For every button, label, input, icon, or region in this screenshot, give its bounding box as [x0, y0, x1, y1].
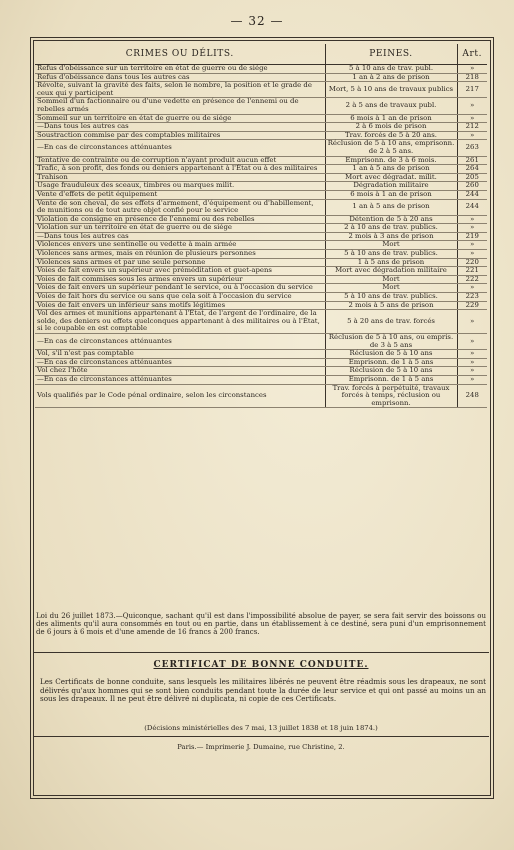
table-row — [35, 123, 487, 132]
peine-cell: Réclusion de 5 à 10 ans — [325, 367, 457, 376]
table-row — [35, 250, 487, 259]
article-cell: » — [457, 98, 487, 114]
crime-cell: Vol chez l'hôte — [35, 367, 325, 376]
article-cell: 260 — [457, 182, 487, 191]
crime-cell: Trafic, à son profit, des fonds ou deniers appartenant à l'État ou à des militaires — [35, 165, 325, 174]
crime-cell: Violation sur un territoire en état de guerre ou de siége — [35, 224, 325, 233]
peine-cell: Mort avec dégradation militaire — [325, 267, 457, 276]
article-cell: 219 — [457, 232, 487, 241]
article-cell: » — [457, 250, 487, 259]
peine-cell: Mort — [325, 284, 457, 293]
article-cell: 244 — [457, 190, 487, 199]
peine-cell: 5 à 10 ans de trav. publ. — [325, 65, 457, 74]
certificat-decision: (Décisions ministérielles des 7 mai, 13 juillet 1838 et 18 juin 1874.) — [144, 724, 378, 732]
crime-cell: Sommeil d'un factionnaire ou d'une vedette en présence de l'ennemi ou de rebelles armés — [35, 98, 325, 114]
peine-cell: Emprisonn. de 1 à 5 ans — [325, 358, 457, 367]
crime-cell: Refus d'obéissance dans tous les autres cas — [35, 73, 325, 82]
crime-cell: —En cas de circonstances atténuantes — [35, 140, 325, 156]
peine-cell: 2 à 10 ans de trav. publics. — [325, 224, 457, 233]
article-cell: » — [457, 114, 487, 123]
crime-cell: Violation de consigne en présence de l'ennemi ou des rebelles — [35, 215, 325, 224]
crime-cell: Vente de son cheval, de ses effets d'armement, d'équipement ou d'habillement, de munitions ou de tout autre objet confié pour le service — [35, 199, 325, 215]
peine-cell: 5 à 20 ans de trav. forcés — [325, 310, 457, 334]
article-cell: 218 — [457, 73, 487, 82]
crime-cell: Voies de fait envers un inférieur sans motifs légitimes — [35, 301, 325, 310]
peine-cell: Réclusion de 5 à 10 ans, emprisonn. de 2 à 5 ans. — [325, 140, 457, 156]
article-cell: » — [457, 358, 487, 367]
table-row — [35, 98, 487, 114]
peine-cell: Mort avec dégradat. milit. — [325, 173, 457, 182]
table-row — [35, 384, 487, 408]
peine-cell: 1 à 5 ans de prison — [325, 258, 457, 267]
article-cell: 223 — [457, 293, 487, 302]
table-header-row — [35, 44, 487, 65]
table-row — [35, 82, 487, 98]
peine-cell: Emprisonn. de 1 à 5 ans — [325, 375, 457, 384]
article-cell: 244 — [457, 199, 487, 215]
article-cell: 212 — [457, 123, 487, 132]
article-cell: 263 — [457, 140, 487, 156]
crime-cell: —Dans tous les autres cas — [35, 123, 325, 132]
peine-cell: Mort — [325, 241, 457, 250]
crime-cell: Violences sans armes et par une seule personne — [35, 258, 325, 267]
peine-cell: 6 mois à 1 an de prison — [325, 190, 457, 199]
table-row — [35, 310, 487, 334]
crime-cell: Vol, s'il n'est pas comptable — [35, 350, 325, 359]
article-cell: » — [457, 367, 487, 376]
crime-cell: Voies de fait envers un supérieur pendant le service, ou à l'occasion du service — [35, 284, 325, 293]
crime-cell: —En cas de circonstances atténuantes — [35, 375, 325, 384]
article-cell: » — [457, 350, 487, 359]
crimes-table — [35, 44, 487, 408]
peine-cell: Dégradation militaire — [325, 182, 457, 191]
peine-cell: 1 an à 5 ans de prison — [325, 199, 457, 215]
article-cell: » — [457, 334, 487, 350]
crime-cell: Tentative de contrainte ou de corruption n'ayant produit aucun effet — [35, 156, 325, 165]
peine-cell: 6 mois à 1 an de prison — [325, 114, 457, 123]
crime-cell: —En cas de circonstances atténuantes — [35, 334, 325, 350]
peine-cell: Trav. forcés de 5 à 20 ans. — [325, 131, 457, 140]
loi-paragraph: Loi du 26 juillet 1873.—Quiconque, sachant qu'il est dans l'impossibilité absolue de payer, se sera fait servir des boissons ou des aliments qu'il aura consommés en tout ou en partie, dans un établissement à ce destiné, sera puni d'un emprisonnement de 6 jours à 6 mois et d'une amende de 16 francs à 200 francs. — [36, 612, 486, 637]
crime-cell: Vol des armes et munitions appartenant à l'État, de l'argent de l'ordinaire, de la solde, des deniers ou effets quelconques appartenant à des militaires ou à l'État, si le coupable en est comptable — [35, 310, 325, 334]
peine-cell: 2 à 6 mois de prison — [325, 123, 457, 132]
crime-cell: Trahison — [35, 173, 325, 182]
peine-cell: 1 an à 2 ans de prison — [325, 73, 457, 82]
crime-cell: —En cas de circonstances atténuantes — [35, 358, 325, 367]
crime-cell: Vols qualifiés par le Code pénal ordinaire, selon les circonstances — [35, 384, 325, 408]
certificat-title: CERTIFICAT DE BONNE CONDUITE. — [153, 660, 369, 670]
article-cell: 264 — [457, 165, 487, 174]
table-row — [35, 65, 487, 74]
article-cell: » — [457, 224, 487, 233]
peine-cell: Mort, 5 à 10 ans de travaux publics — [325, 82, 457, 98]
article-cell: 217 — [457, 82, 487, 98]
article-cell: » — [457, 375, 487, 384]
crime-cell: Voies de fait hors du service ou sans que cela soit à l'occasion du service — [35, 293, 325, 302]
table-row — [35, 293, 487, 302]
crime-cell: Voies de fait commises sous les armes envers un supérieur — [35, 275, 325, 284]
article-cell: 222 — [457, 275, 487, 284]
article-cell: 205 — [457, 173, 487, 182]
article-cell: » — [457, 65, 487, 74]
table-row — [35, 350, 487, 359]
header-peines: PEINES. — [325, 44, 457, 65]
article-cell: » — [457, 284, 487, 293]
table-row — [35, 334, 487, 350]
crime-cell: Soustraction commise par des comptables militaires — [35, 131, 325, 140]
table-row — [35, 165, 487, 174]
peine-cell: 2 à 5 ans de travaux publ. — [325, 98, 457, 114]
article-cell: » — [457, 131, 487, 140]
peine-cell: Réclusion de 5 à 10 ans — [325, 350, 457, 359]
imprint-divider — [33, 736, 489, 737]
article-cell: 261 — [457, 156, 487, 165]
article-cell: 229 — [457, 301, 487, 310]
peine-cell: 2 mois à 5 ans de prison — [325, 301, 457, 310]
article-cell: 248 — [457, 384, 487, 408]
printer-imprint: Paris.— Imprimerie J. Dumaine, rue Christine, 2. — [177, 743, 345, 751]
peine-cell: Trav. forcés à perpétuité, travaux forcés à temps, réclusion ou emprisonn. — [325, 384, 457, 408]
header-crimes: CRIMES OU DÉLITS. — [35, 44, 325, 65]
crime-cell: Voies de fait envers un supérieur avec préméditation et guet-apens — [35, 267, 325, 276]
article-cell: » — [457, 241, 487, 250]
crime-cell: Sommeil sur un territoire en état de guerre ou de siége — [35, 114, 325, 123]
peine-cell: 5 à 10 ans de trav. publics. — [325, 250, 457, 259]
crime-cell: Refus d'obéissance sur un territoire en état de guerre ou de siége — [35, 65, 325, 74]
peine-cell: Détention de 5 à 20 ans — [325, 215, 457, 224]
peine-cell: Réclusion de 5 à 10 ans, ou empris. de 3 à 5 ans — [325, 334, 457, 350]
peine-cell: 5 à 10 ans de trav. publics. — [325, 293, 457, 302]
article-cell: 220 — [457, 258, 487, 267]
peine-cell: Mort — [325, 275, 457, 284]
crime-cell: Usage frauduleux des sceaux, timbres ou marques milit. — [35, 182, 325, 191]
crime-cell: —Dans tous les autres cas — [35, 232, 325, 241]
page-number: — 32 — — [230, 14, 284, 28]
crime-cell: Révolte, suivant la gravité des faits, selon le nombre, la position et le grade de ceux qui y participent — [35, 82, 325, 98]
crime-cell: Violences sans armes, mais en réunion de plusieurs personnes — [35, 250, 325, 259]
crime-cell: Violences envers une sentinelle ou vedette à main armée — [35, 241, 325, 250]
peine-cell: 2 mois à 3 ans de prison — [325, 232, 457, 241]
table-row — [35, 199, 487, 215]
article-cell: » — [457, 215, 487, 224]
table-row — [35, 190, 487, 199]
article-cell: » — [457, 310, 487, 334]
table-body — [35, 65, 487, 408]
peine-cell: Emprisonn. de 3 à 6 mois. — [325, 156, 457, 165]
peine-cell: 1 an à 5 ans de prison — [325, 165, 457, 174]
crime-cell: Vente d'effets de petit équipement — [35, 190, 325, 199]
table-row — [35, 140, 487, 156]
header-art: Art. — [457, 44, 487, 65]
certificat-body: Les Certificats de bonne conduite, sans lesquels les militaires libérés ne peuvent être réadmis sous les drapeaux, ne sont délivrés qu'aux hommes qui se sont bien conduits pendant toute la durée de leur service et qui ont passé au moins un an sous les drapeaux. Il ne peut être délivré ni duplicata, ni copie de ces Certificats. — [40, 677, 486, 704]
article-cell: 221 — [457, 267, 487, 276]
section-divider — [33, 652, 489, 653]
table-row — [35, 375, 487, 384]
